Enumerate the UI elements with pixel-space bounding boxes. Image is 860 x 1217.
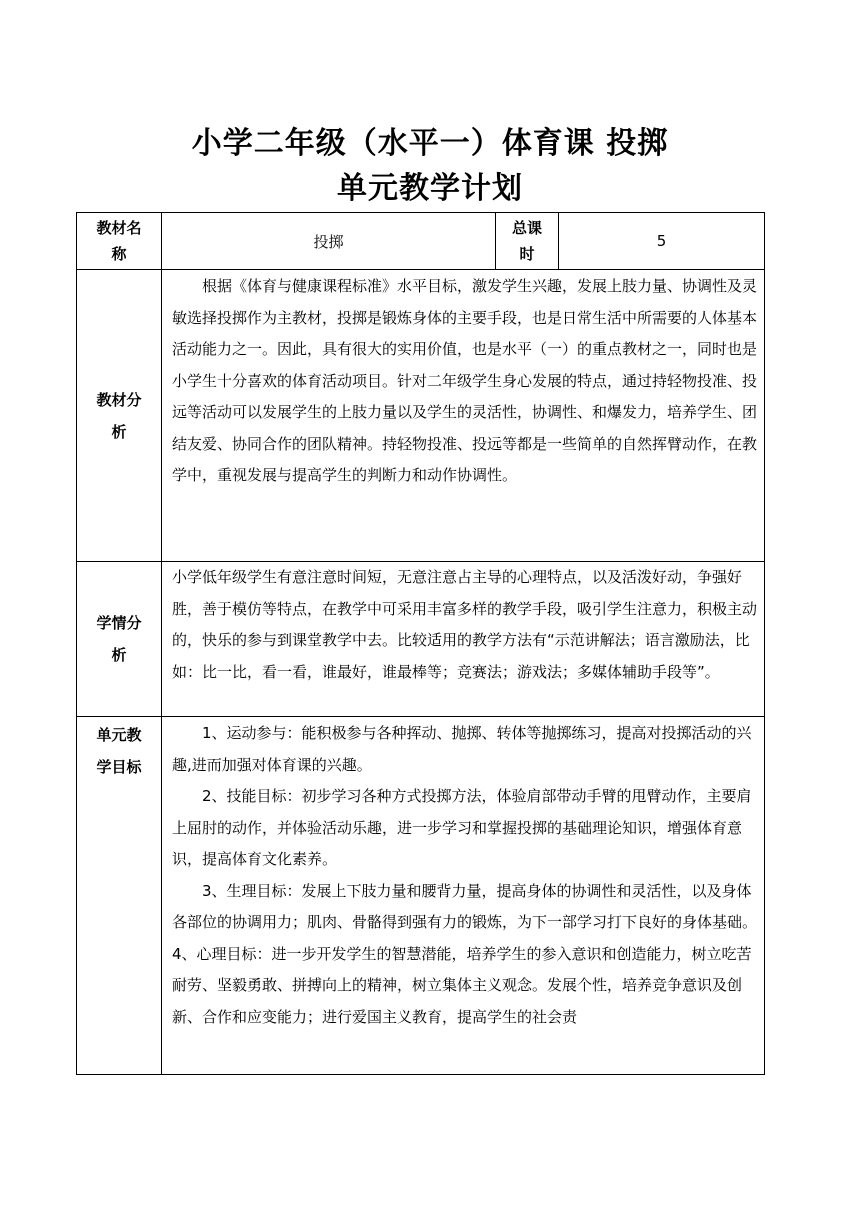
- student-analysis-label: 学情分析: [77, 562, 162, 717]
- table-row-goals: [77, 717, 765, 1075]
- document-title: 小学二年级（水平一）体育课 投掷: [191, 126, 669, 161]
- material-analysis-text: 根据《体育与健康课程标准》水平目标，激发学生兴趣，发展上肢力量、协调性及灵敏选择投掷作为主教材，投掷是锻炼身体的主要手段，也是日常生活中所需要的人体基本活动能力之一。因此，具有很大的实用价值，也是水平（一）的重点教材之一，同时也是小学生十分喜欢的体育活动项目。针对二年级学生身心发展的特点，通过持轻物投准、投远等活动可以发展学生的上肢力量以及学生的灵活性，协调性、和爆发力，培养学生、团结友爱、协同合作的团队精神。持轻物投准、投远等都是一些简单的自然挥臂动作，在教学中，重视发展与提高学生的判断力和动作协调性。: [172, 277, 758, 484]
- material-name-value: 投掷: [162, 213, 496, 270]
- table-row-students: [77, 562, 765, 717]
- document-subtitle: 单元教学计划: [337, 171, 523, 206]
- total-hours-label: 总课时: [496, 213, 559, 270]
- material-name-label: 教材名称: [77, 213, 162, 270]
- goal-physiology: 3、生理目标：发展上下肢力量和腰背力量，提高身体的协调性和灵活性，以及身体各部位的协调用力；肌肉、骨骼得到强有力的锻炼，为下一部学习打下良好的身体基础。: [172, 881, 758, 931]
- material-analysis-label: 教材分析: [77, 270, 162, 562]
- goal-participation: 1、运动参与：能积极参与各种挥动、抛掷、转体等抛掷练习，提高对投掷活动的兴趣,进而加强对体育课的兴趣。: [172, 724, 752, 774]
- goal-skills: 2、技能目标：初步学习各种方式投掷方法，体验肩部带动手臂的甩臂动作，主要肩上屈肘的动作，并体验活动乐趣，进一步学习和掌握投掷的基础理论知识，增强体育意识，提高体育文化素养。: [172, 787, 752, 868]
- goal-psychology: 4、心理目标：进一步开发学生的智慧潜能，培养学生的参入意识和创造能力，树立吃苦耐劳、坚毅勇敢、拼搏向上的精神，树立集体主义观念。发展个性，培养竞争意识及创新、合作和应变能力；进行爱国主义教育，提高学生的社会责: [172, 944, 752, 1026]
- table-row-analysis: [77, 270, 765, 562]
- table-row-material: [77, 213, 765, 270]
- unit-goals-label: 单元教学目标: [77, 717, 162, 1075]
- plan-table: [76, 212, 765, 1075]
- total-hours-value: 5: [559, 213, 765, 270]
- student-analysis-text: 小学低年级学生有意注意时间短，无意注意占主导的心理特点，以及活泼好动，争强好胜，善于模仿等特点，在教学中可采用丰富多样的教学手段，吸引学生注意力，积极主动的，快乐的参与到课堂教学中去。比较适用的教学方法有“示范讲解法；语言激励法，比如：比一比，看一看，谁最好，谁最棒等；竞赛法；游戏法；多媒体辅助手段等”。: [172, 568, 758, 681]
